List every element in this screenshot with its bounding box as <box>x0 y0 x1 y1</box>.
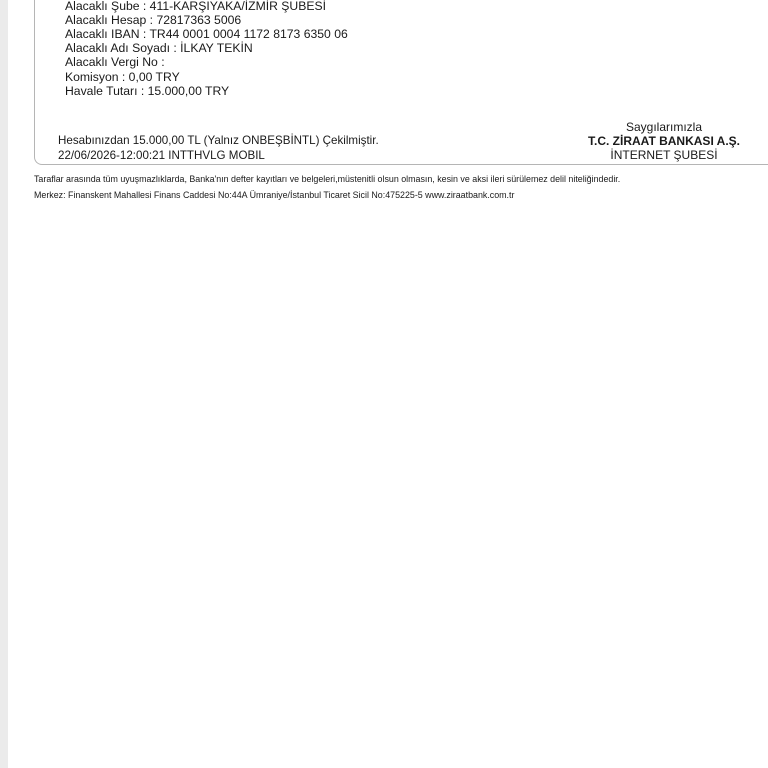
receiver-iban: Alacaklı IBAN : TR44 0001 0004 1172 8173 6350 06 <box>65 27 348 41</box>
signature-branch: İNTERNET ŞUBESİ <box>610 148 718 162</box>
bank-address: Merkez: Finanskent Mahallesi Finans Caddesi No:44A Ümraniye/İstanbul Ticaret Sicil No:475225-5 www.ziraatbank.com.tr <box>34 190 515 200</box>
receiver-name: Alacaklı Adı Soyadı : İLKAY TEKİN <box>65 41 253 55</box>
withdrawal-text: Hesabınızdan 15.000,00 TL (Yalnız ONBEŞBİNTL) Çekilmiştir. <box>58 134 379 147</box>
receipt-page <box>8 0 768 768</box>
signature-greeting: Saygılarımızla <box>625 120 703 134</box>
receiver-tax-no: Alacaklı Vergi No : <box>65 55 165 69</box>
signature-bank-name: T.C. ZİRAAT BANKASI A.Ş. <box>588 134 740 148</box>
receiver-branch: Alacaklı Şube : 411-KARŞIYAKA/İZMİR ŞUBESİ <box>65 0 326 13</box>
commission: Komisyon : 0,00 TRY <box>65 70 180 84</box>
transaction-timestamp: 22/06/2026-12:00:21 INTTHVLG MOBIL <box>58 149 265 162</box>
legal-disclaimer: Taraflar arasında tüm uyuşmazlıklarda, Banka'nın defter kayıtları ve belgeleri,müstenitli olsun olmasın, kesin ve aksi ileri sürülemez delil niteliğindedir. <box>34 174 621 184</box>
transfer-amount: Havale Tutarı : 15.000,00 TRY <box>65 84 230 98</box>
receiver-account: Alacaklı Hesap : 72817363 5006 <box>65 13 242 27</box>
